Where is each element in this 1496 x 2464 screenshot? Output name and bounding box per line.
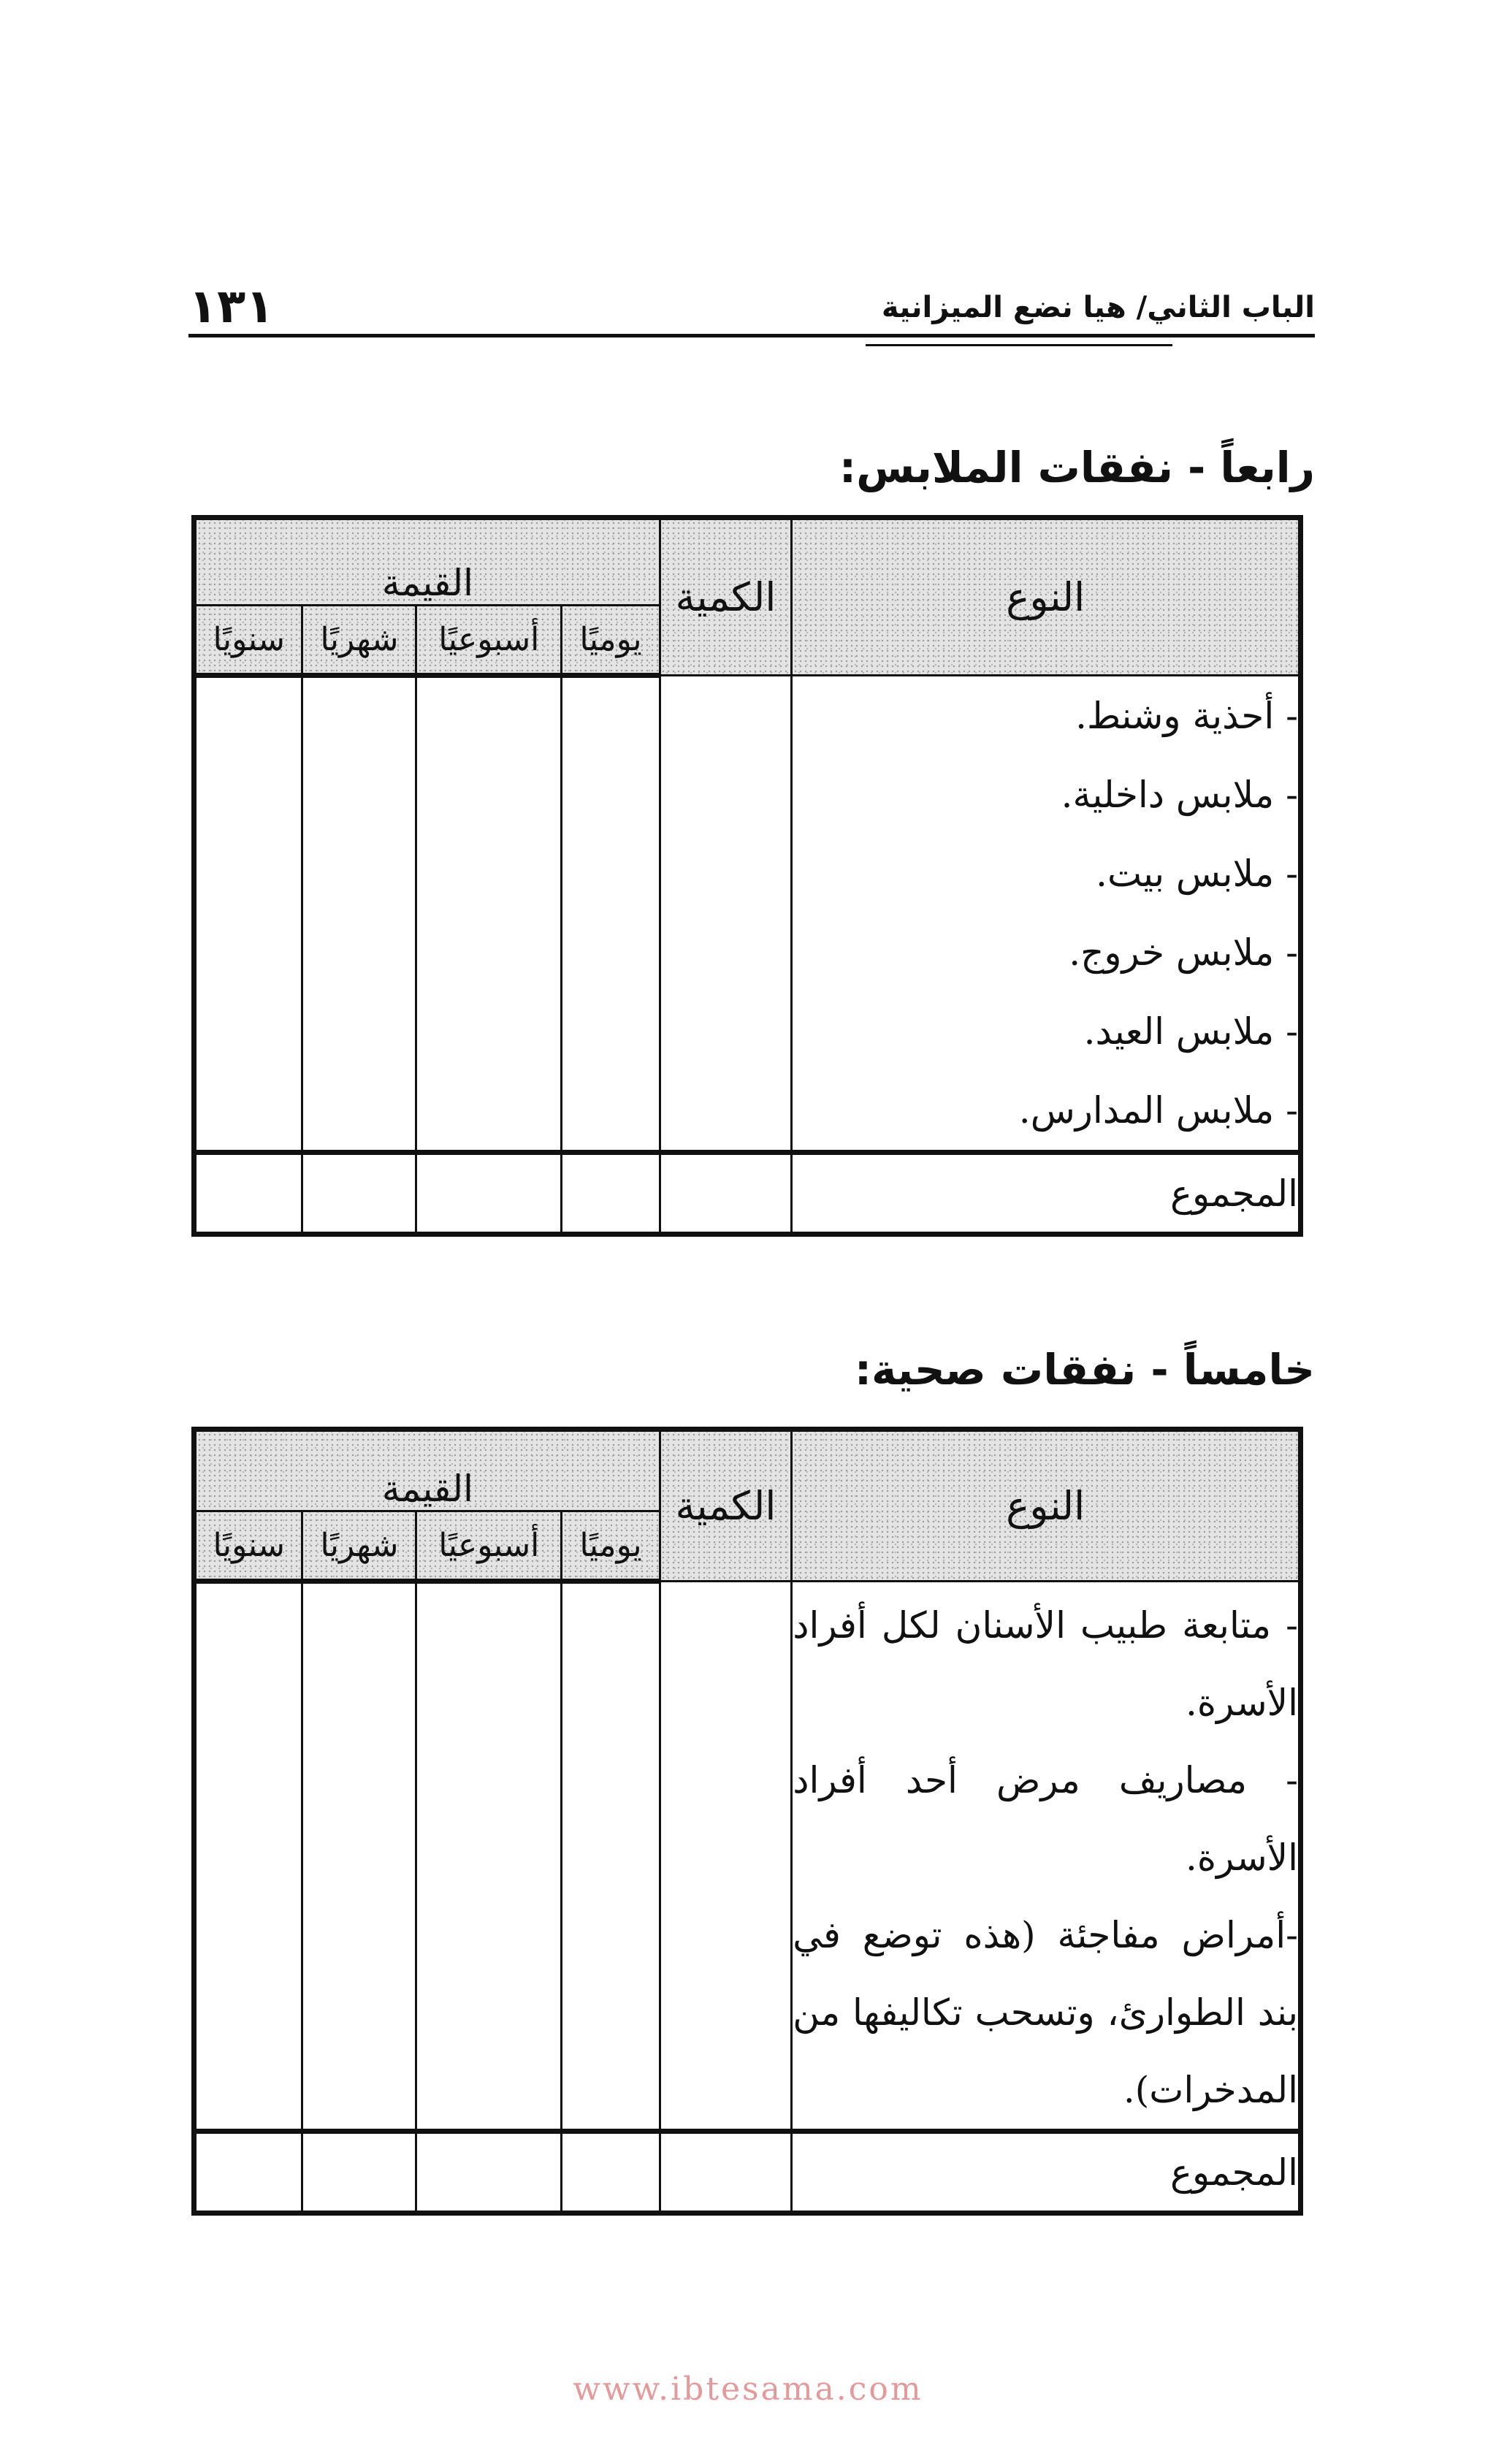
weekly-value-cell	[416, 676, 562, 1153]
daily-value-cell	[562, 676, 660, 1153]
yearly-value-cell	[194, 676, 302, 1153]
monthly-column-header: شهريًا	[302, 1511, 416, 1582]
type-column-header: النوع	[792, 1430, 1301, 1582]
total-monthly-cell	[302, 1153, 416, 1235]
monthly-column-header: شهريًا	[302, 606, 416, 676]
watermark-url: www.ibtesama.com	[573, 2370, 923, 2408]
list-item: - ملابس المدارس.	[1018, 1089, 1298, 1132]
yearly-column-header: سنويًا	[194, 1511, 302, 1582]
list-item: -أمراض مفاجئة (هذه توضع في بند الطوارئ، وتسحب تكاليفها من المدخرات).	[793, 1914, 1298, 2111]
daily-column-header: يوميًا	[562, 606, 660, 676]
clothing-total-label: المجموع	[792, 1153, 1301, 1235]
daily-column-header: يوميًا	[562, 1511, 660, 1582]
page-header	[188, 281, 1315, 340]
quantity-column-header: الكمية	[660, 518, 792, 676]
clothing-expense-table	[191, 515, 1303, 1237]
health-section-heading: خامساً - نفقات صحية:	[854, 1345, 1315, 1395]
weekly-column-header: أسبوعيًا	[416, 606, 562, 676]
monthly-value-cell	[302, 1582, 416, 2132]
list-item: - متابعة طبيب الأسنان لكل أفراد الأسرة.	[793, 1604, 1298, 1724]
total-yearly-cell	[194, 2132, 302, 2213]
total-quantity-cell	[660, 2132, 792, 2213]
header-underline	[866, 344, 1172, 346]
daily-value-cell	[562, 1582, 660, 2132]
monthly-value-cell	[302, 676, 416, 1153]
clothing-items-cell	[792, 676, 1301, 1153]
type-column-header: النوع	[792, 518, 1301, 676]
running-header-title: الباب الثاني/ هيا نضع الميزانية	[881, 291, 1315, 324]
yearly-column-header: سنويًا	[194, 606, 302, 676]
value-column-header: القيمة	[194, 518, 660, 606]
weekly-column-header: أسبوعيًا	[416, 1511, 562, 1582]
health-expense-table	[191, 1427, 1303, 2216]
total-daily-cell	[562, 2132, 660, 2213]
clothing-section-heading: رابعاً - نفقات الملابس:	[839, 443, 1315, 492]
total-yearly-cell	[194, 1153, 302, 1235]
list-item: - مصاريف مرض أحد أفراد الأسرة.	[793, 1759, 1298, 1879]
page-number: ١٣١	[188, 280, 275, 334]
list-item: - ملابس خروج.	[1069, 931, 1298, 974]
yearly-value-cell	[194, 1582, 302, 2132]
total-quantity-cell	[660, 1153, 792, 1235]
total-daily-cell	[562, 1153, 660, 1235]
quantity-column-header: الكمية	[660, 1430, 792, 1582]
total-weekly-cell	[416, 1153, 562, 1235]
total-monthly-cell	[302, 2132, 416, 2213]
header-rule	[188, 334, 1315, 337]
weekly-value-cell	[416, 1582, 562, 2132]
list-item: - ملابس داخلية.	[1061, 774, 1298, 816]
health-items-cell	[792, 1582, 1301, 2132]
health-total-label: المجموع	[792, 2132, 1301, 2213]
list-item: - ملابس العيد.	[1083, 1010, 1298, 1053]
list-item: - أحذية وشنط.	[1075, 695, 1298, 737]
total-weekly-cell	[416, 2132, 562, 2213]
quantity-cell	[660, 1582, 792, 2132]
value-column-header: القيمة	[194, 1430, 660, 1511]
quantity-cell	[660, 676, 792, 1153]
list-item: - ملابس بيت.	[1096, 853, 1298, 895]
